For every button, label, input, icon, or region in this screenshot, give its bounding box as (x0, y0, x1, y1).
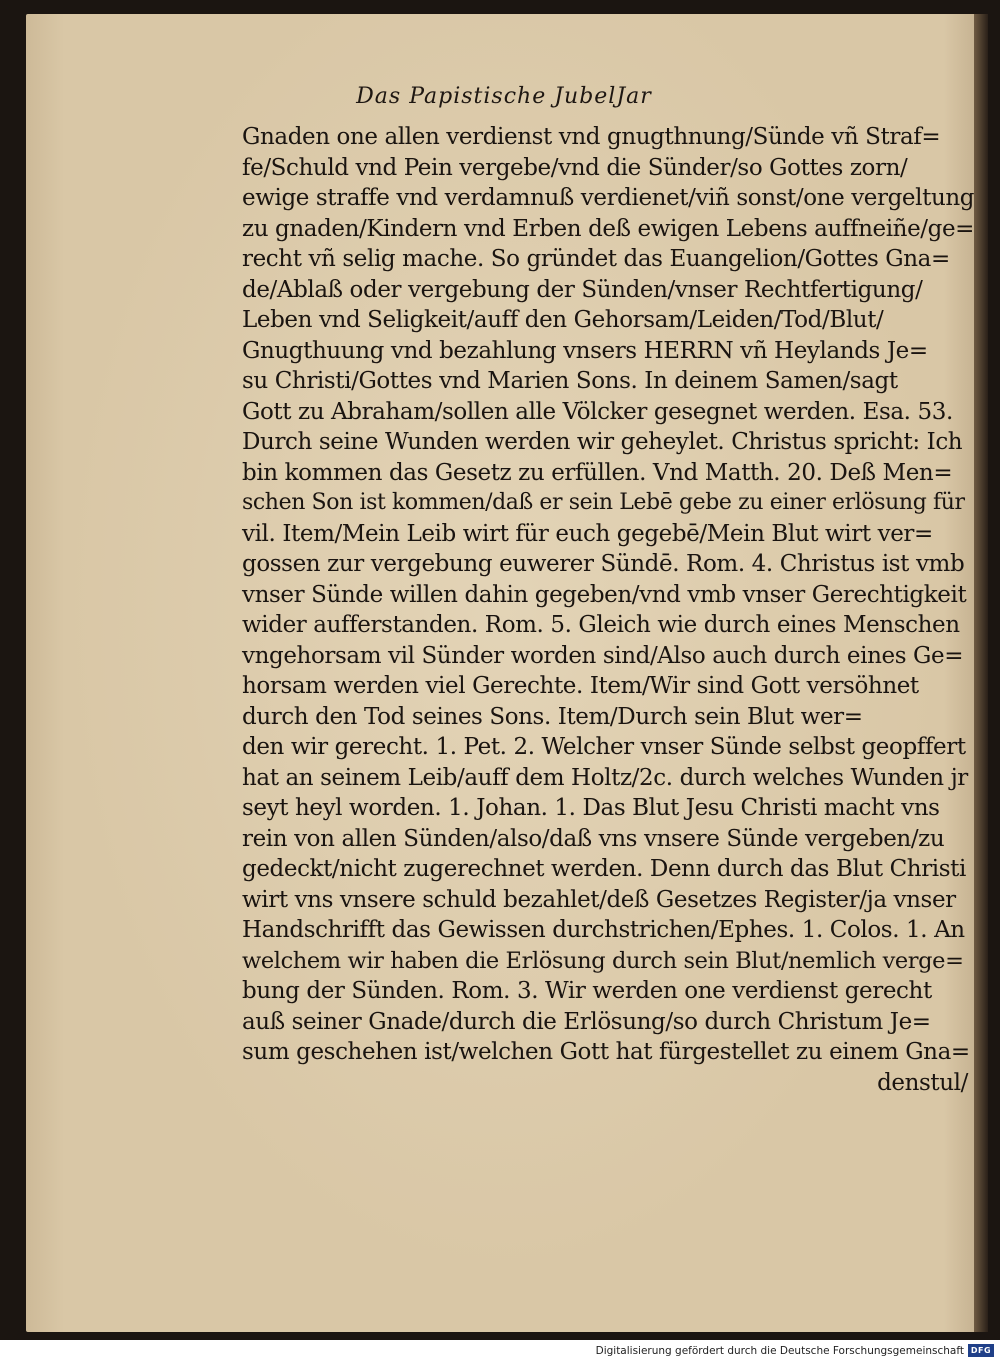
text-line: su Christi/Gottes vnd Marien Sons. In deinem Samen/sagt (242, 368, 898, 394)
footer-bar (0, 1340, 1000, 1362)
text-line: gedeckt/nicht zugerechnet werden. Denn durch das Blut Christi (242, 856, 966, 882)
text-line: auß seiner Gnade/durch die Erlösung/so durch Christum Je= (242, 1008, 931, 1035)
text-line: Leben vnd Seligkeit/auff den Gehorsam/Leiden/Tod/Blut/ (242, 307, 884, 333)
text-line: vil. Item/Mein Leib wirt für euch gegebē/Mein Blut wirt ver= (242, 520, 933, 547)
body-text (242, 122, 976, 1098)
text-line: wider aufferstanden. Rom. 5. Gleich wie durch eines Menschen (242, 612, 960, 638)
text-line: zu gnaden/Kindern vnd Erben deß ewigen Lebens auffneiñe/ge= (242, 215, 975, 242)
text-line: denstul/ (877, 1069, 968, 1096)
text-line: recht vñ selig mache. So gründet das Euangelion/Gottes Gna= (242, 246, 950, 272)
text-line: Gott zu Abraham/sollen alle Völcker gesegnet werden. Esa. 53. (242, 398, 953, 425)
text-line: Gnaden one allen verdienst vnd gnugthnung/Sünde vñ Straf= (242, 124, 941, 150)
text-line: wirt vns vnsere schuld bezahlet/deß Gesetzes Register/ja vnser (242, 886, 956, 913)
text-line: hat an seinem Leib/auff dem Holtz/2c. durch welches Wunden jr (242, 764, 968, 791)
text-line: welchem wir haben die Erlösung durch sein Blut/nemlich verge= (242, 947, 964, 974)
text-line: rein von allen Sünden/also/daß vns vnsere Sünde vergeben/zu (242, 825, 945, 852)
text-line: gossen zur vergebung euwerer Sündē. Rom. 4. Christus ist vmb (242, 551, 965, 577)
text-line: schen Son ist kommen/daß er sein Lebē gebe zu einer erlösung für (242, 490, 965, 515)
text-line: horsam werden viel Gerechte. Item/Wir sind Gott versöhnet (242, 673, 919, 699)
book-page (26, 14, 982, 1332)
text-line: vnser Sünde willen dahin gegeben/vnd vmb vnser Gerechtigkeit (242, 581, 967, 608)
text-line: bin kommen das Gesetz zu erfüllen. Vnd Matth. 20. Deß Men= (242, 459, 953, 486)
text-line: vngehorsam vil Sünder worden sind/Also auch durch eines Ge= (242, 642, 964, 669)
text-line: ewige straffe vnd verdamnuß verdienet/viñ sonst/one vergeltung (242, 185, 975, 211)
text-line: seyt heyl worden. 1. Johan. 1. Das Blut Jesu Christi macht vns (242, 795, 940, 821)
text-line: durch den Tod seines Sons. Item/Durch sein Blut wer= (242, 703, 863, 730)
text-line: Gnugthuung vnd bezahlung vnsers HERRN vñ Heylands Je= (242, 337, 928, 364)
dfg-logo: DFG (968, 1344, 994, 1357)
funding-notice: Digitalisierung gefördert durch die Deutsche Forschungsgemeinschaft (595, 1345, 964, 1357)
text-line: de/Ablaß oder vergebung der Sünden/vnser Rechtfertigung/ (242, 276, 923, 303)
text-line: sum geschehen ist/welchen Gott hat fürgestellet zu einem Gna= (242, 1039, 970, 1065)
text-line: den wir gerecht. 1. Pet. 2. Welcher vnser Sünde selbst geopffert (242, 734, 966, 760)
page-edge-shadow (974, 14, 988, 1332)
running-head: Das Papistische JubelJar (356, 84, 652, 109)
text-line: Handschrifft das Gewissen durchstrichen/Ephes. 1. Colos. 1. An (242, 917, 965, 943)
text-line: fe/Schuld vnd Pein vergebe/vnd die Sünder/so Gottes zorn/ (242, 154, 908, 181)
text-line: Durch seine Wunden werden wir geheylet. Christus spricht: Ich (242, 429, 963, 455)
text-line: bung der Sünden. Rom. 3. Wir werden one verdienst gerecht (242, 978, 932, 1004)
